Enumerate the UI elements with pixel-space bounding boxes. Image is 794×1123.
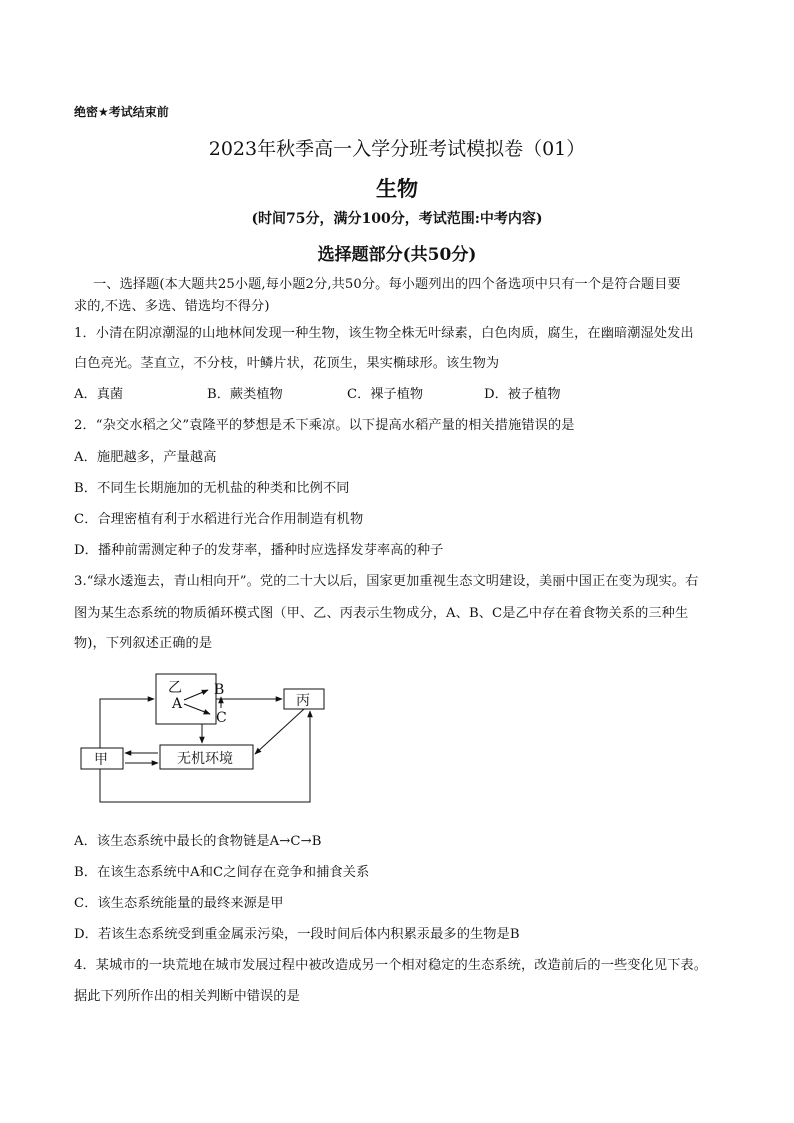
- q1-stem-line-1: 1．小清在阴凉潮湿的山地林间发现一种生物，该生物全株无叶绿素，白色肉质，腐生，在幽暗潮湿处发出: [74, 326, 694, 341]
- q3-option-c: C．该生态系统能量的最终来源是甲: [74, 896, 284, 911]
- exam-title: 2023年秋季高一入学分班考试模拟卷（01）: [208, 138, 586, 160]
- q3-option-a: A．该生态系统中最长的食物链是A→C→B: [74, 834, 322, 849]
- q3-stem-line-3: 物)，下列叙述正确的是: [74, 636, 213, 651]
- secret-label: 绝密★考试结束前: [74, 105, 169, 119]
- instructions-line-2: 求的,不选、多选、错选均不得分): [74, 299, 270, 314]
- q2-option-d: D．播种前需测定种子的发芽率，播种时应选择发芽率高的种子: [74, 543, 444, 558]
- instructions-line-1: 一、选择题(本大题共25小题,每小题2分,共50分。每小题列出的四个备选项中只有一个是符合题目要: [93, 277, 681, 292]
- label-b: B: [214, 682, 225, 698]
- q3-stem-line-1: 3.“绿水逶迤去，青山相向开”。党的二十大以后，国家更加重视生态文明建设，美丽中国正在变为现实。右: [74, 574, 699, 589]
- q3-option-d: D．若该生态系统受到重金属汞污染，一段时间后体内积累汞最多的生物是B: [74, 927, 520, 942]
- q1-option-d: D．被子植物: [484, 387, 561, 402]
- q2-option-c: C．合理密植有利于水稻进行光合作用制造有机物: [74, 512, 364, 527]
- label-jia: 甲: [94, 752, 108, 768]
- section-title: 选择题部分(共50分): [317, 245, 477, 265]
- q1-option-b: B．蕨类植物: [207, 387, 283, 402]
- q1-option-c: C．裸子植物: [347, 387, 424, 402]
- q3-option-b: B．在该生态系统中A和C之间存在竞争和捕食关系: [74, 865, 370, 880]
- label-yi: 乙: [168, 680, 182, 696]
- label-bing: 丙: [296, 693, 310, 709]
- q2-stem: 2．“杂交水稻之父”袁隆平的梦想是禾下乘凉。以下提高水稻产量的相关措施错误的是: [74, 418, 575, 433]
- q2-option-a: A．施肥越多，产量越高: [74, 450, 217, 465]
- label-a: A: [172, 696, 183, 712]
- exam-info: (时间75分，满分100分，考试范围:中考内容): [251, 211, 543, 227]
- label-env: 无机环境: [177, 751, 233, 767]
- q2-option-b: B．不同生长期施加的无机盐的种类和比例不同: [74, 481, 350, 496]
- material-cycle-diagram: [78, 672, 338, 832]
- q1-option-a: A．真菌: [74, 387, 124, 402]
- q3-stem-line-2: 图为某生态系统的物质循环模式图（甲、乙、丙表示生物成分，A、B、C是乙中存在着食物关系的三种生: [74, 606, 689, 621]
- q1-stem-line-2: 白色亮光。茎直立，不分枝，叶鳞片状，花顶生，果实椭球形。该生物为: [74, 356, 500, 371]
- subject-title: 生物: [376, 176, 418, 201]
- q4-stem-line-2: 据此下列所作出的相关判断中错误的是: [74, 989, 300, 1004]
- label-c: C: [216, 710, 227, 726]
- q4-stem-line-1: 4．某城市的一块荒地在城市发展过程中被改造成另一个相对稳定的生态系统，改造前后的一些变化见下表。: [74, 958, 707, 973]
